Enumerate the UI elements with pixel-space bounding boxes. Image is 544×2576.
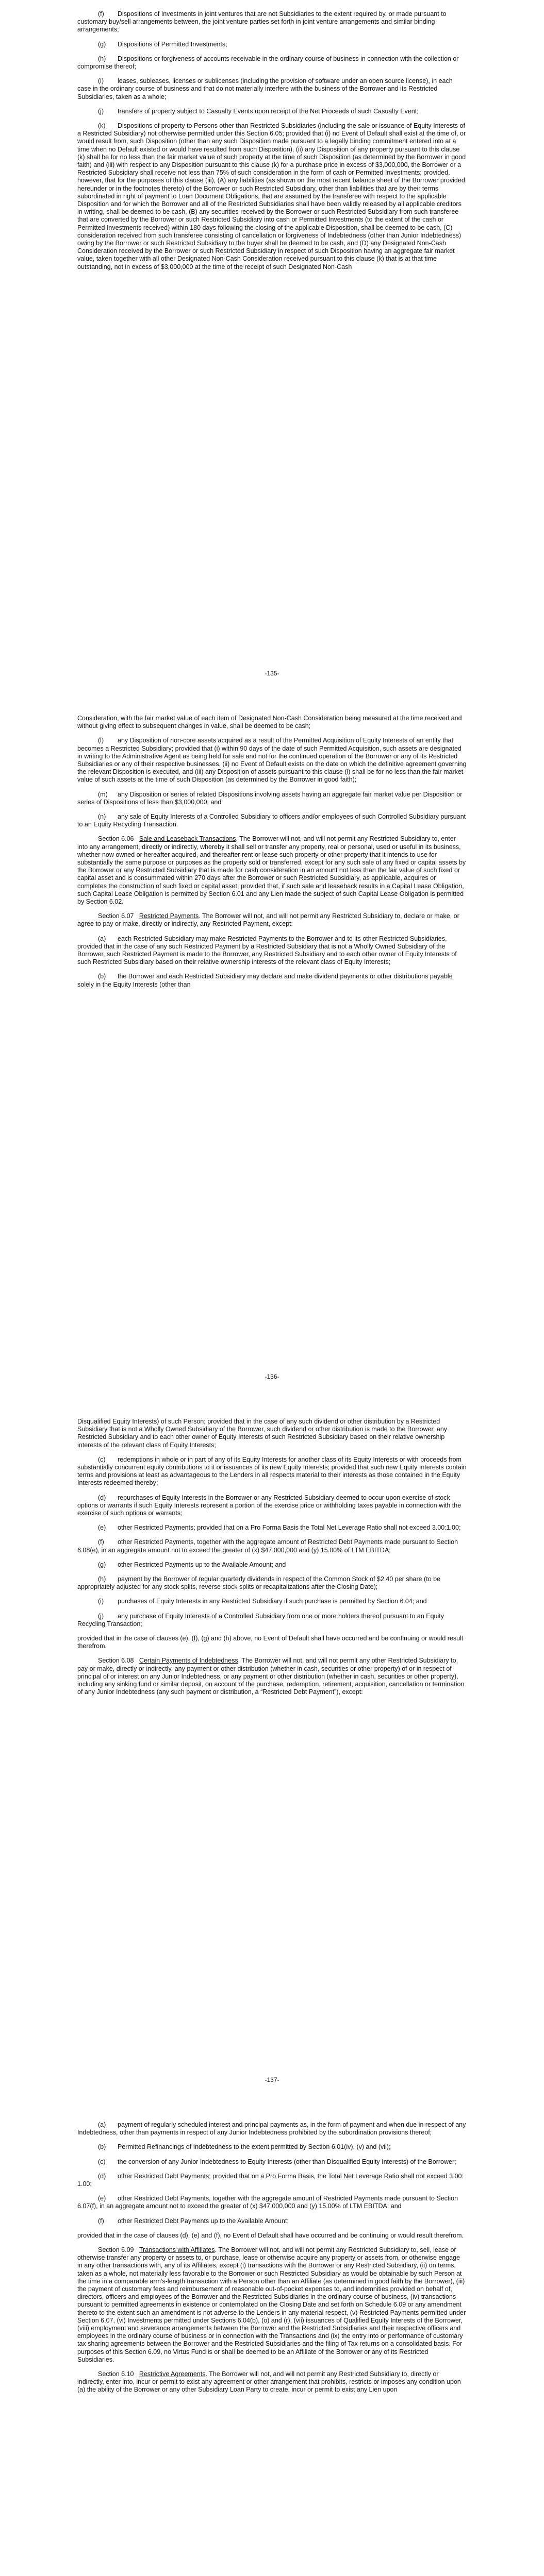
page-135 <box>0 0 544 703</box>
section-title: Sale and Leaseback Transactions <box>139 835 236 843</box>
clause-f: (f) Dispositions of Investments in joint ventures that are not Subsidiaries to the extent required by, or made pursuant to customary buy/sell arrangements between, the joint venture parties set forth in joint venture arrangements and similar binding arrangements; <box>77 10 447 33</box>
proviso-paragraph: provided that in the case of clauses (d), (e) and (f), no Event of Default shall have occurred and be continuing or would result therefrom. <box>77 2231 464 2239</box>
section-6-10: Section 6.10 Restrictive Agreements. The Borrower will not, and will not permit any Restricted Subsidiary to, directly or indirectly, enter into, incur or permit to exist any agreement or other arrangement that prohibits, restricts or imposes any condition upon (a) the ability of the Borrower or any other Subsidiary Loan Party to create, incur or permit to exist any Lien upon <box>77 2370 461 2394</box>
page-number: -136- <box>265 1373 279 1380</box>
proviso-paragraph: provided that in the case of clauses (e), (f), (g) and (h) above, no Event of Default shall have occurred and be continuing or would result therefrom. <box>77 1635 464 1650</box>
clause-c: (c) redemptions in whole or in part of any of its Equity Interests for another class of its Equity Interests or with proceeds from substantially concurrent equity contributions to it or issuances of its new Equity Interests; provided that such new Equity Interests contain terms and provisions at least as advantageous to the Lenders in all respects material to their interests as those contained in the Equity Interests redeemed thereby; <box>77 1455 467 1487</box>
section-6-06: Section 6.06 Sale and Leaseback Transactions. The Borrower will not, and will not permit any Restricted Subsidiary to, enter into any arrangement, directly or indirectly, whereby it shall sell or transfer any property, real or personal, used or useful in its business, whether now owned or hereafter acquired, and thereafter rent or lease such property or other property that it intends to use for substantially the same purpose or purposes as the property sold or transferred, except for any such sale of any fixed or capital assets by the Borrower or any Restricted Subsidiary that is made for cash consideration in an amount not less than the fair value of such fixed or capital asset and is consummated within 270 days after the Borrower or such Restricted Subsidiary, as applicable, acquires or completes the construction of such fixed or capital asset; provided that, if such sale and leaseback results in a Capital Lease Obligation, such Capital Lease Obligation is permitted by Section 6.01 and any Lien made the subject of such Capital Lease Obligation is permitted by Section 6.02. <box>77 835 466 906</box>
clause-j: (j) any purchase of Equity Interests of a Controlled Subsidiary from one or more holders thereof pursuant to an Equity Recycling Transaction; <box>77 1612 444 1628</box>
page-body <box>77 715 467 995</box>
clause-b: (b) the Borrower and each Restricted Subsidiary may declare and make dividend payments or other distributions payable solely in the Equity Interests (other than <box>77 973 453 988</box>
clause-a: (a) each Restricted Subsidiary may make Restricted Payments to the Borrower and to its other Restricted Subsidiaries, provided that in the case of any such Restricted Payment by a Restricted Subsidiary that is not a Wholly Owned Subsidiary of the Borrower, such Restricted Payment is made to the Borrower, any Restricted Subsidiary and to each other owner of Equity Interests of such Restricted Subsidiary based on their relative ownership interests of the relevant class of Equity Interests; <box>77 935 457 966</box>
section-title: Transactions with Affiliates <box>139 2246 215 2254</box>
section-title: Restricted Payments <box>139 912 199 920</box>
page-138 <box>0 2110 544 2576</box>
clause-e: (e) other Restricted Payments; provided that on a Pro Forma Basis the Total Net Leverage Ratio shall not exceed 3.00:1.00; <box>98 1524 461 1532</box>
clause-d: (d) other Restricted Debt Payments; provided that on a Pro Forma Basis, the Total Net Leverage Ratio shall not exceed 3.00: 1.00; <box>77 2172 464 2188</box>
section-6-09: Section 6.09 Transactions with Affiliates. The Borrower will not, and will not permit any Restricted Subsidiary to, sell, lease or otherwise transfer any property or assets to, or purchase, lease or otherwise acquire any property or assets from, or otherwise engage in any other transactions with, any of its Affiliates, except (i) transactions with the Borrower or any Restricted Subsidiary, (ii) on terms, taken as a whole, not materially less favorable to the Borrower or such Restricted Subsidiary as would be obtainable by such Person at the time in a comparable arm’s-length transaction with a Person other than an Affiliate (as determined in good faith by the Borrower), (iii) the payment of customary fees and reimbursement of reasonable out-of-pocket expenses to, and indemnities provided on behalf of, directors, officers and employees of the Borrower and the Restricted Subsidiaries in the ordinary course of business, (iv) transactions pursuant to permitted agreements in existence or contemplated on the Closing Date and set forth on Schedule 6.09 or any amendment thereto to the extent such an amendment is not adverse to the Lenders in any material respect, (v) Restricted Payments permitted under Section 6.07, (vi) Investments permitted under Sections 6.04(b), (o) and (r), (vii) issuances of Qualified Equity Interests of the Borrower, (viii) employment and severance arrangements between the Borrower and the Restricted Subsidiaries and their respective officers and employees in the ordinary course of business or in connection with the Transactions and (ix) the entry into or performance of customary tax sharing agreements between the Borrower and the Restricted Subsidiaries and the filing of Tax returns on a consolidated basis. For purposes of this Section 6.09, no Virtus Fund is or shall be deemed to be an Affiliate of the Borrower or any of its Restricted Subsidiaries. <box>77 2246 466 2363</box>
clause-k: (k) Dispositions of property to Persons other than Restricted Subsidiaries (including the sale or issuance of Equity Interests of a Restricted Subsidiary) not otherwise permitted under this Section 6.05; provided that (i) no Event of Default shall exist at the time of, or would result from, such Disposition (other than any such Disposition made pursuant to a legally binding commitment entered into at a time when no Default existed or would have resulted from such Disposition), (ii) any Disposition of any property pursuant to this clause (k) shall be for no less than the fair market value of such property at the time of such Disposition (as determined by the Borrower in good faith) and (iii) with respect to any Disposition pursuant to this clause (k) for a purchase price in excess of $3,000,000, the Borrower or a Restricted Subsidiary shall receive not less than 75% of such consideration in the form of cash or Permitted Investments; provided, however, that for the purposes of this clause (iii), (A) any liabilities (as shown on the most recent balance sheet of the Borrower provided hereunder or in the footnotes thereto) of the Borrower or such Restricted Subsidiary, other than liabilities that are by their terms subordinated in right of payment to Loan Document Obligations, that are assumed by the transferee with respect to the applicable Disposition and for which the Borrower and all of the Restricted Subsidiaries shall have been validly released by all applicable creditors in writing, shall be deemed to be cash, (B) any securities received by the Borrower or such Restricted Subsidiary from such transferee that are converted by the Borrower or such Restricted Subsidiary into cash or Permitted Investments (to the extent of the cash or Permitted Investments received) within 180 days following the closing of the applicable Disposition, shall be deemed to be cash, (C) consideration received from such transferee consisting of cancellation or forgiveness of Indebtedness (other than Junior Indebtedness) owing by the Borrower or such Restricted Subsidiary to the buyer shall be deemed to be cash, and (D) any Designated Non-Cash Consideration received by the Borrower or such Restricted Subsidiary in respect of such Disposition having an aggregate fair market value, taken together with all other Designated Non-Cash Consideration received pursuant to this clause (k) that is at that time outstanding, not in excess of $3,000,000 at the time of the receipt of such Designated Non-Cash <box>77 122 466 270</box>
clause-j: (j) transfers of property subject to Casualty Events upon receipt of the Net Proceeds of such Casualty Event; <box>98 107 419 115</box>
clause-g: (g) other Restricted Payments up to the Available Amount; and <box>98 1561 286 1568</box>
clause-f: (f) other Restricted Debt Payments up to the Available Amount; <box>98 2217 289 2225</box>
clause-g: (g) Dispositions of Permitted Investments; <box>98 40 227 48</box>
section-title: Restrictive Agreements <box>139 2370 206 2378</box>
clause-f: (f) other Restricted Payments, together with the aggregate amount of Restricted Debt Payments made pursuant to Section 6.08(e), in an aggregate amount not to exceed the greater of (x) $47,000,000 and (y) 15.00% of LTM EBITDA; <box>77 1538 458 1554</box>
clause-i: (i) purchases of Equity Interests in any Restricted Subsidiary if such purchase is permitted by Section 6.04; and <box>98 1598 427 1605</box>
clause-d: (d) repurchases of Equity Interests in the Borrower or any Restricted Subsidiary deemed to occur upon exercise of stock options or warrants if such Equity Interests represent a portion of the exercise price or withholding taxes payable in connection with the exercise of such options or warrants; <box>77 1494 461 1517</box>
section-6-07: Section 6.07 Restricted Payments. The Borrower will not, and will not permit any Restricted Subsidiary to, declare or make, or agree to pay or make, directly or indirectly, any Restricted Payment, except: <box>77 912 459 928</box>
continuation-paragraph: Consideration, with the fair market value of each item of Designated Non-Cash Consideration being measured at the time received and without giving effect to subsequent changes in value, shall be deemed to be cash; <box>77 715 462 730</box>
clause-h: (h) Dispositions or forgiveness of accounts receivable in the ordinary course of business in connection with the collection or compromise thereof; <box>77 55 459 71</box>
clause-l: (l) any Disposition of non-core assets acquired as a result of the Permitted Acquisition of Equity Interests of an entity that becomes a Restricted Subsidiary; provided that (i) within 90 days of the date of such Permitted Acquisition, such assets are designated in writing to the Administrative Agent as being held for sale and not for the continued operation of the Borrower or any of its Restricted Subsidiaries or any of their respective businesses, (ii) no Event of Default exists on the date on which the definitive agreement governing the relevant Disposition is executed, and (iii) any Disposition of assets pursuant to this clause (l) shall be for no less than the fair market value of such assets at the time of such Disposition (as determined by the Borrower in good faith); <box>77 737 467 784</box>
clause-b: (b) Permitted Refinancings of Indebtedness to the extent permitted by Section 6.01(iv), (v) and (vii); <box>98 2143 391 2151</box>
page-body <box>77 2121 467 2401</box>
page-body <box>77 1418 467 1703</box>
page-number: -135- <box>265 670 279 677</box>
clause-h: (h) payment by the Borrower of regular quarterly dividends in respect of the Common Stock of $2.40 per share (to be appropriately adjusted for any stock splits, reverse stock splits or recapitalizations after the Closing Date); <box>77 1575 441 1591</box>
clause-e: (e) other Restricted Debt Payments, together with the aggregate amount of Restricted Payments made pursuant to Section 6.07(f), in an aggregate amount not to exceed the greater of (x) $47,000,000 and (y) 15.00% of LTM EBITDA; and <box>77 2195 458 2210</box>
clause-i: (i) leases, subleases, licenses or sublicenses (including the provision of software under an open source license), in each case in the ordinary course of business and that do not materially interfere with the business of the Borrower and its Restricted Subsidiaries, taken as a whole; <box>77 77 453 100</box>
continuation-paragraph: Disqualified Equity Interests) of such Person; provided that in the case of any such dividend or other distribution by a Restricted Subsidiary that is not a Wholly Owned Subsidiary of the Borrower, such dividend or other distribution is made to the Borrower, any Restricted Subsidiary and to each other owner of Equity Interests of such Restricted Subsidiary based on their relative ownership interests of the relevant class of Equity Interests; <box>77 1418 448 1449</box>
clause-m: (m) any Disposition or series of related Dispositions involving assets having an aggregate fair market value per Disposition or series of Dispositions of less than $3,000,000; and <box>77 790 463 806</box>
page-body <box>77 10 467 278</box>
section-title: Certain Payments of Indebtedness <box>139 1657 238 1665</box>
clause-c: (c) the conversion of any Junior Indebtedness to Equity Interests (other than Disqualified Equity Interests) of the Borrower; <box>98 2158 456 2165</box>
page-number: -137- <box>265 2076 279 2083</box>
page-137 <box>0 1406 544 2110</box>
clause-n: (n) any sale of Equity Interests of a Controlled Subsidiary to officers and/or employees of such Controlled Subsidiary pursuant to an Equity Recycling Transaction. <box>77 813 466 828</box>
section-6-08: Section 6.08 Certain Payments of Indebtedness. The Borrower will not, and will not permit any other Restricted Subsidiary to, pay or make, directly or indirectly, any payment or other distribution (whether in cash, securities or other property) of or in respect of principal of or interest on any Junior Indebtedness, or any payment or other distribution (whether in cash, securities or other property), including any sinking fund or similar deposit, on account of the purchase, redemption, retirement, acquisition, cancellation or termination of any Junior Indebtedness (any such payment or distribution, a “Restricted Debt Payment”), except: <box>77 1657 465 1696</box>
page-136 <box>0 703 544 1406</box>
clause-a: (a) payment of regularly scheduled interest and principal payments as, in the form of payment and when due in respect of any Indebtedness, other than payments in respect of any Junior Indebtedness prohibited by the subordination provisions thereof; <box>77 2121 466 2137</box>
